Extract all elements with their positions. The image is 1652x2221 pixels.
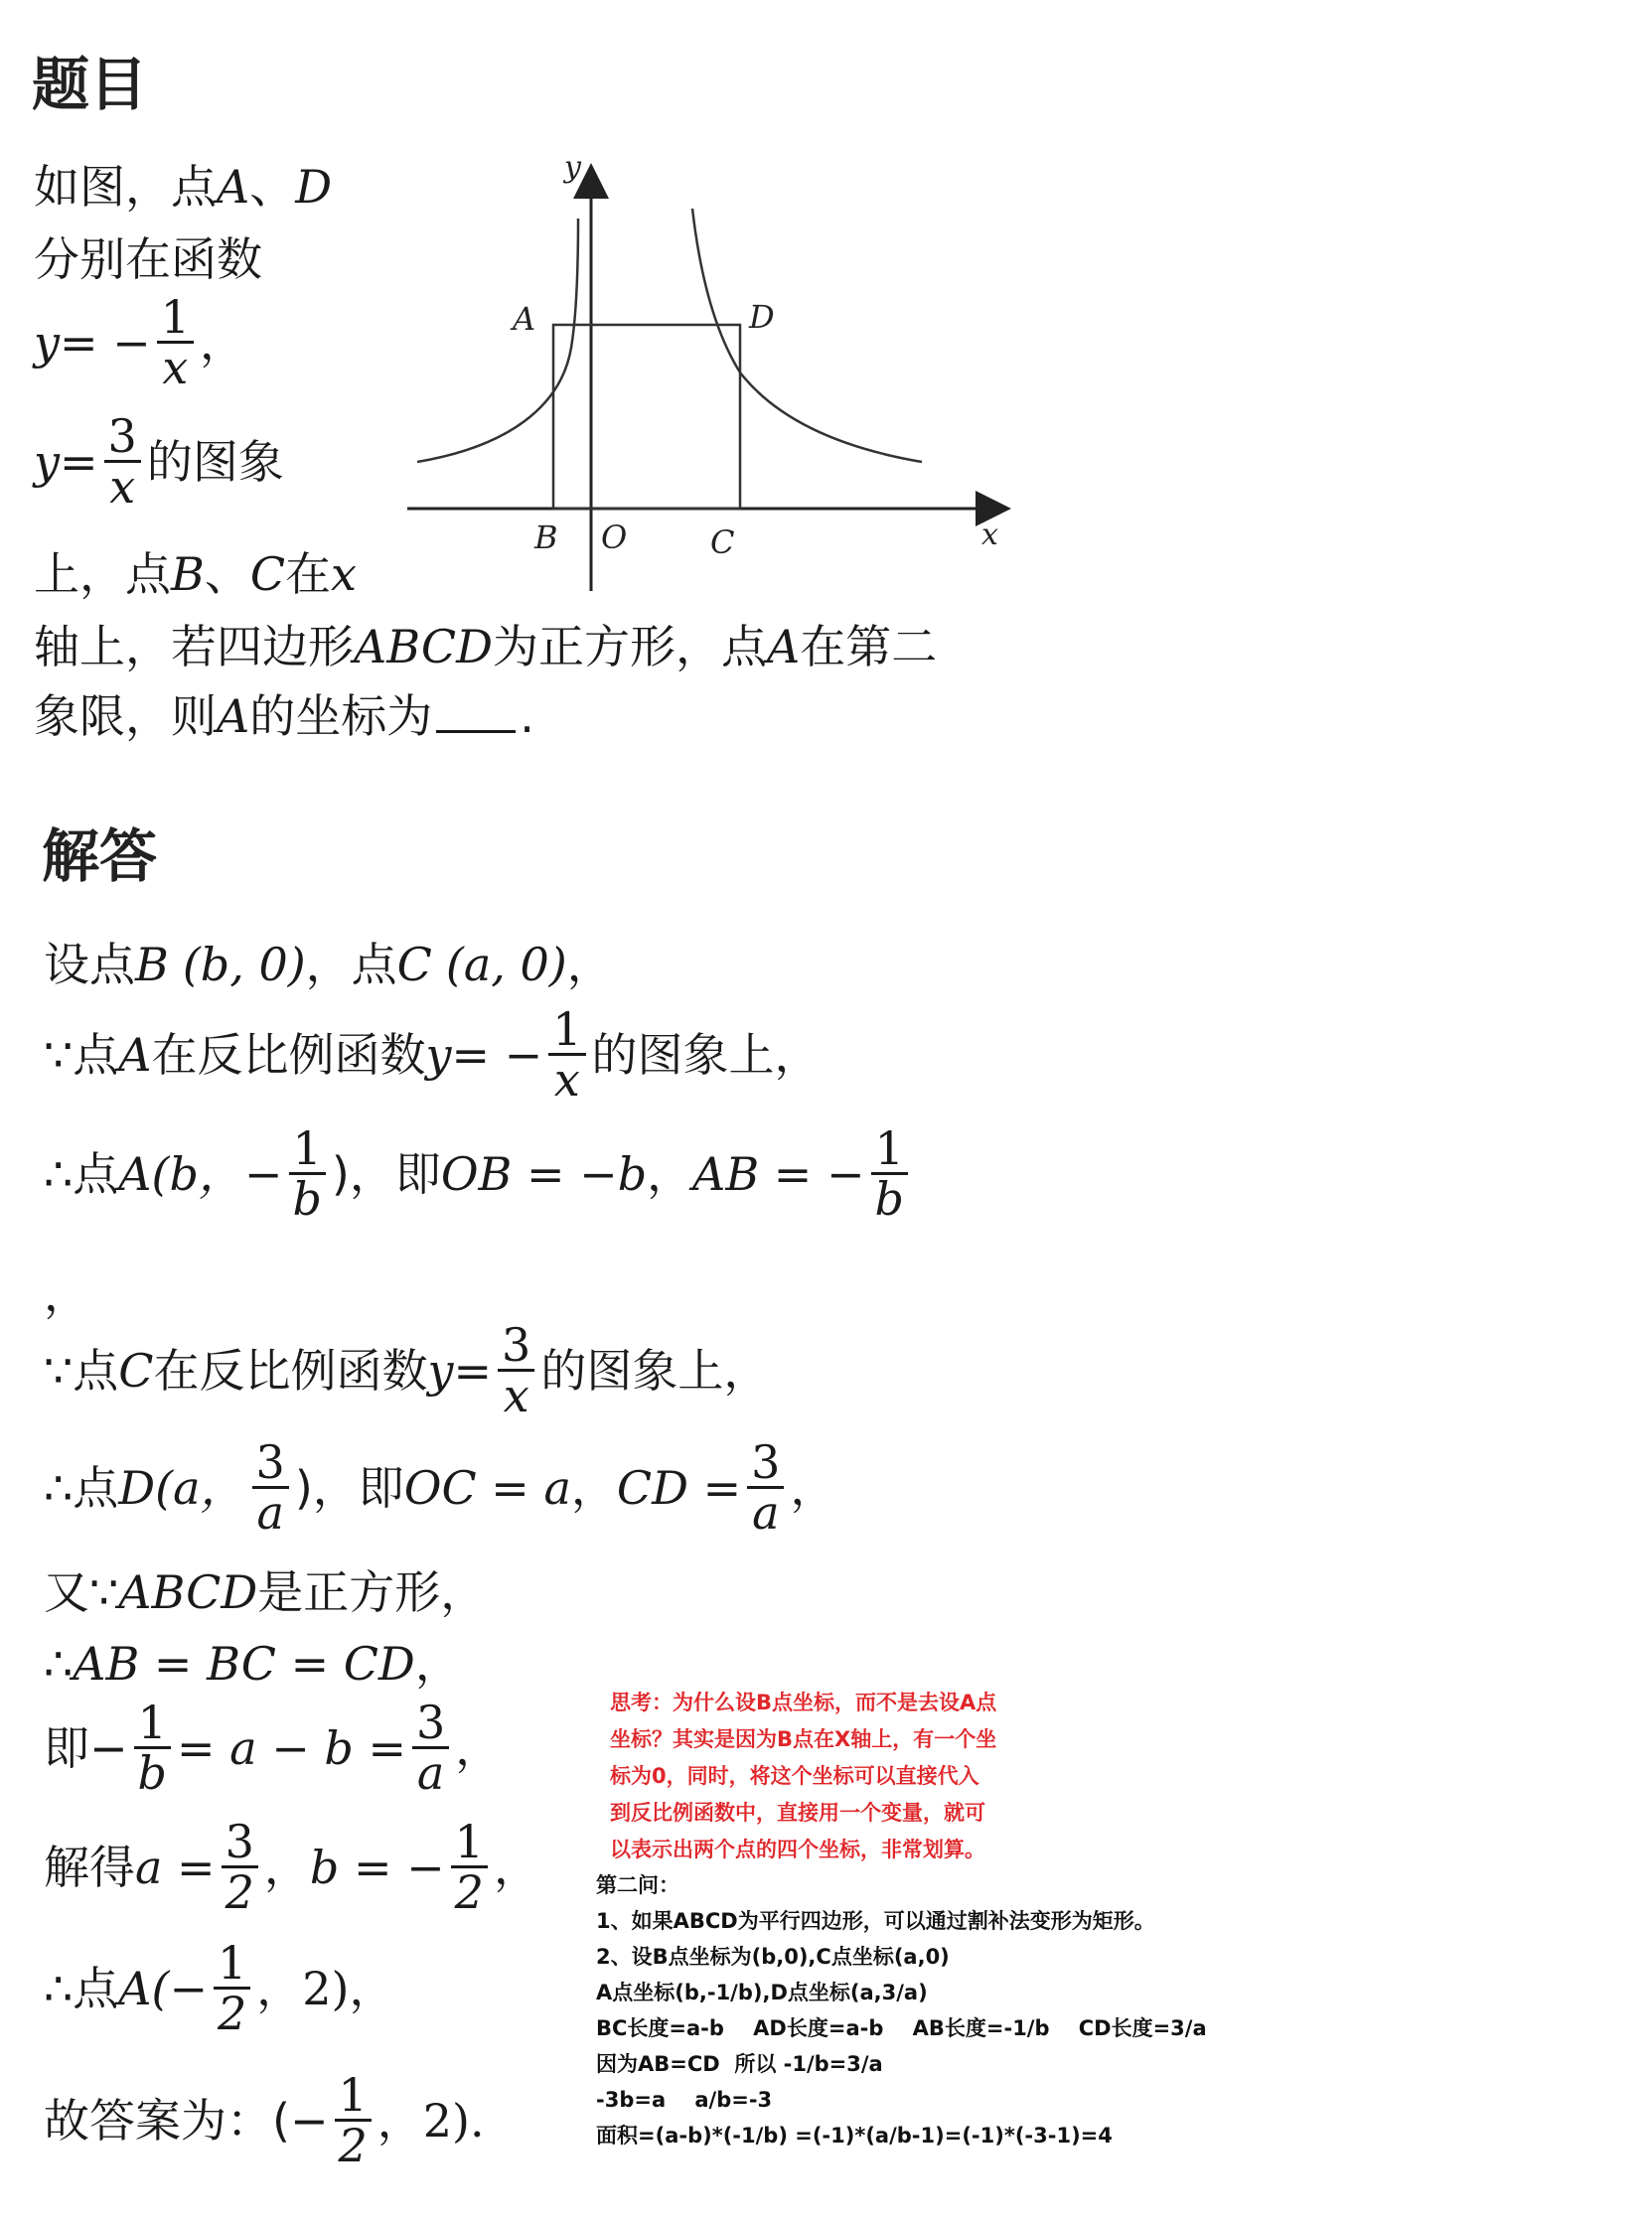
square-abcd <box>553 325 740 509</box>
black-note-line: BC长度=a-b AD长度=a-b AB长度=-1/b CD长度=3/a <box>596 2016 1207 2040</box>
label-y: y <box>564 150 581 185</box>
solution-line-3-comma: ， <box>44 1267 89 1321</box>
fraction: $\frac{1}{2}$ <box>335 2071 372 2170</box>
solution-line-9: 解得 a = $\frac{3}{2}$ ， b = − $\frac{1}{2}$ ， <box>44 1815 539 1920</box>
black-note-line: 第二问： <box>596 1873 679 1897</box>
label-D: D <box>749 298 775 336</box>
black-note-line: 2、设B点坐标为(b,0),C点坐标(a,0) <box>596 1945 950 1969</box>
solution-line-3: ∴点 A(b，− $\frac{1}{b}$ )，即 OB = −b ， AB = − $\frac{1}{b}$ <box>44 1124 914 1224</box>
black-note-line: 面积=(a-b)*(-1/b) =(-1)*(a/b-1)=(-1)*(-3-1)=4 <box>596 2124 1113 2147</box>
problem-line-3: y = − $\frac{1}{x}$ ， <box>34 290 245 395</box>
label-A: A <box>513 300 536 338</box>
fraction: $\frac{1}{b}$ <box>288 1124 325 1224</box>
solution-line-10: ∴点 A(− $\frac{1}{2}$ ，2)， <box>44 1936 395 2041</box>
red-note-line: 标为0，同时，将这个坐标可以直接代入 <box>610 1764 979 1788</box>
fraction: $\frac{1}{2}$ <box>451 1818 488 1917</box>
solution-line-4: ∵点 C 在反比例函数 y = $\frac{3}{x}$ 的图象上， <box>44 1318 770 1423</box>
function-graph <box>397 149 1023 606</box>
fraction: $\frac{1}{x}$ <box>157 293 194 392</box>
solution-line-6: 又∵ ABCD 是正方形， <box>44 1565 487 1619</box>
solution-line-2: ∵点 A 在反比例函数 y = − $\frac{1}{x}$ 的图象上， <box>44 1002 821 1108</box>
solution-line-1: 设点 B (b, 0) ，点 C (a, 0) ， <box>44 938 613 991</box>
red-note-line: 思考：为什么设B点坐标，而不是去设A点 <box>610 1691 997 1714</box>
black-note-line: -3b=a a/b=-3 <box>596 2088 773 2112</box>
red-note-line: 以表示出两个点的四个坐标，非常划算。 <box>610 1838 985 1861</box>
solution-line-7: ∴ AB = BC = CD ， <box>44 1637 461 1691</box>
fraction: $\frac{3}{x}$ <box>498 1321 534 1420</box>
red-note-line: 到反比例函数中，直接用一个变量，就可 <box>610 1801 985 1825</box>
fraction: $\frac{1}{b}$ <box>871 1124 908 1224</box>
red-note-line: 坐标？其实是因为B点在X轴上，有一个坐 <box>610 1727 997 1751</box>
label-x: x <box>981 518 998 552</box>
problem-heading: 题目 <box>32 51 148 118</box>
red-note <box>610 1685 996 1868</box>
fraction: $\frac{3}{x}$ <box>104 412 141 512</box>
problem-line-4: y = $\frac{3}{x}$ 的图象 <box>34 409 284 515</box>
fraction: $\frac{3}{2}$ <box>222 1818 258 1917</box>
solution-line-11: 故答案为：(− $\frac{1}{2}$ ，2). <box>44 2068 485 2173</box>
problem-line-1: 如图，点 A 、 D <box>34 160 333 214</box>
answer-blank <box>436 700 516 733</box>
label-C: C <box>710 523 735 561</box>
fraction: $\frac{1}{x}$ <box>548 1005 585 1105</box>
label-B: B <box>534 518 558 556</box>
problem-line-7: 象限，则 A 的坐标为 . <box>34 689 534 743</box>
black-note-line: 1、如果ABCD为平行四边形，可以通过割补法变形为矩形。 <box>596 1909 1155 1933</box>
black-note <box>596 1867 1207 2153</box>
fraction: $\frac{3}{a}$ <box>747 1438 784 1538</box>
problem-line-2: 分别在函数 <box>34 232 262 286</box>
problem-line-5: 上，点 B 、 C 在 x <box>34 547 357 601</box>
solution-line-8: 即− $\frac{1}{b}$ = a − b = $\frac{3}{a}$ ， <box>44 1696 502 1801</box>
label-O: O <box>601 518 628 556</box>
fraction: $\frac{1}{b}$ <box>134 1699 171 1798</box>
black-note-line: 因为AB=CD 所以 -1/b=3/a <box>596 2052 883 2076</box>
solution-line-5: ∴点 D(a， $\frac{3}{a}$ )，即 OC = a ， CD = $\frac{3}{a}$ ， <box>44 1435 836 1541</box>
problem-line-6: 轴上，若四边形 ABCD 为正方形，点 A 在第二 <box>34 620 938 673</box>
fraction: $\frac{3}{a}$ <box>412 1699 449 1798</box>
fraction: $\frac{1}{2}$ <box>214 1939 250 2038</box>
black-note-line: A点坐标(b,-1/b),D点坐标(a,3/a) <box>596 1981 928 2004</box>
curve-right <box>692 209 922 462</box>
fraction: $\frac{3}{a}$ <box>252 1438 289 1538</box>
solution-heading: 解答 <box>42 822 158 890</box>
